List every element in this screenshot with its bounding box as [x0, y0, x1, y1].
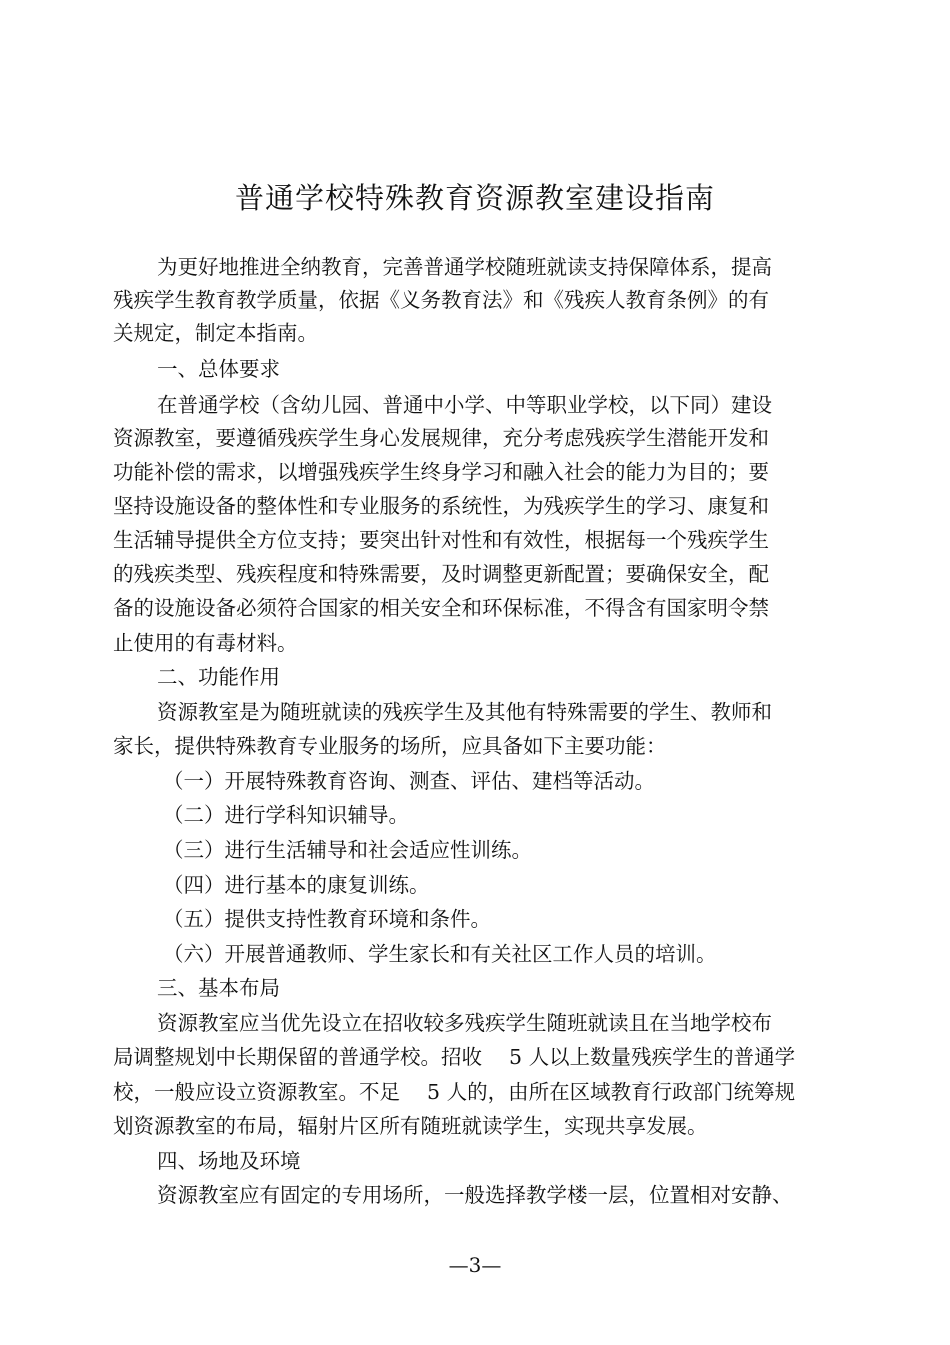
section-heading: 四、场地及环境: [157, 1149, 301, 1173]
document-title: 普通学校特殊教育资源教室建设指南: [234, 181, 715, 215]
paragraph-line: 校，一般应设立资源教室。不足 5 人的，由所在区域教育行政部门统筹规: [113, 1080, 796, 1104]
paragraph-line: 功能补偿的需求，以增强残疾学生终身学习和融入社会的能力为目的；要: [113, 460, 769, 484]
paragraph-line: 坚持设施设备的整体性和专业服务的系统性，为残疾学生的学习、康复和: [113, 494, 769, 518]
paragraph-line: 资源教室应当优先设立在招收较多残疾学生随班就读且在当地学校布: [157, 1011, 772, 1035]
page-number: —3—: [448, 1253, 502, 1277]
section-heading: 二、功能作用: [157, 665, 280, 689]
paragraph-line: 家长，提供特殊教育专业服务的场所，应具备如下主要功能：: [113, 734, 667, 758]
paragraph-line: 关规定，制定本指南。: [113, 321, 318, 345]
list-item: （一）开展特殊教育咨询、测查、评估、建档等活动。: [163, 769, 655, 793]
paragraph-line: 为更好地推进全纳教育，完善普通学校随班就读支持保障体系，提高: [157, 255, 772, 279]
paragraph-line: 资源教室，要遵循残疾学生身心发展规律，充分考虑残疾学生潜能开发和: [113, 426, 769, 450]
section-heading: 三、基本布局: [157, 976, 280, 1000]
paragraph-line: 划资源教室的布局，辐射片区所有随班就读学生，实现共享发展。: [113, 1114, 708, 1138]
paragraph-line: 生活辅导提供全方位支持；要突出针对性和有效性，根据每一个残疾学生: [113, 528, 769, 552]
paragraph-line: 止使用的有毒材料。: [113, 631, 298, 655]
paragraph-line: 备的设施设备必须符合国家的相关安全和环保标准，不得含有国家明令禁: [113, 596, 769, 620]
paragraph-line: 资源教室是为随班就读的残疾学生及其他有特殊需要的学生、教师和: [157, 700, 772, 724]
list-item: （三）进行生活辅导和社会适应性训练。: [163, 838, 532, 862]
paragraph-line: 在普通学校（含幼儿园、普通中小学、中等职业学校，以下同）建设: [157, 393, 772, 417]
paragraph-line: 残疾学生教育教学质量，依据《义务教育法》和《残疾人教育条例》的有: [113, 288, 769, 312]
paragraph-line: 资源教室应有固定的专用场所，一般选择教学楼一层，位置相对安静、: [157, 1183, 793, 1207]
list-item: （四）进行基本的康复训练。: [163, 873, 430, 897]
section-heading: 一、总体要求: [157, 357, 280, 381]
paragraph-line: 局调整规划中长期保留的普通学校。招收 5 人以上数量残疾学生的普通学: [113, 1045, 796, 1069]
paragraph-line: 的残疾类型、残疾程度和特殊需要，及时调整更新配置；要确保安全，配: [113, 562, 769, 586]
list-item: （五）提供支持性教育环境和条件。: [163, 907, 491, 931]
list-item: （二）进行学科知识辅导。: [163, 803, 409, 827]
list-item: （六）开展普通教师、学生家长和有关社区工作人员的培训。: [163, 942, 717, 966]
